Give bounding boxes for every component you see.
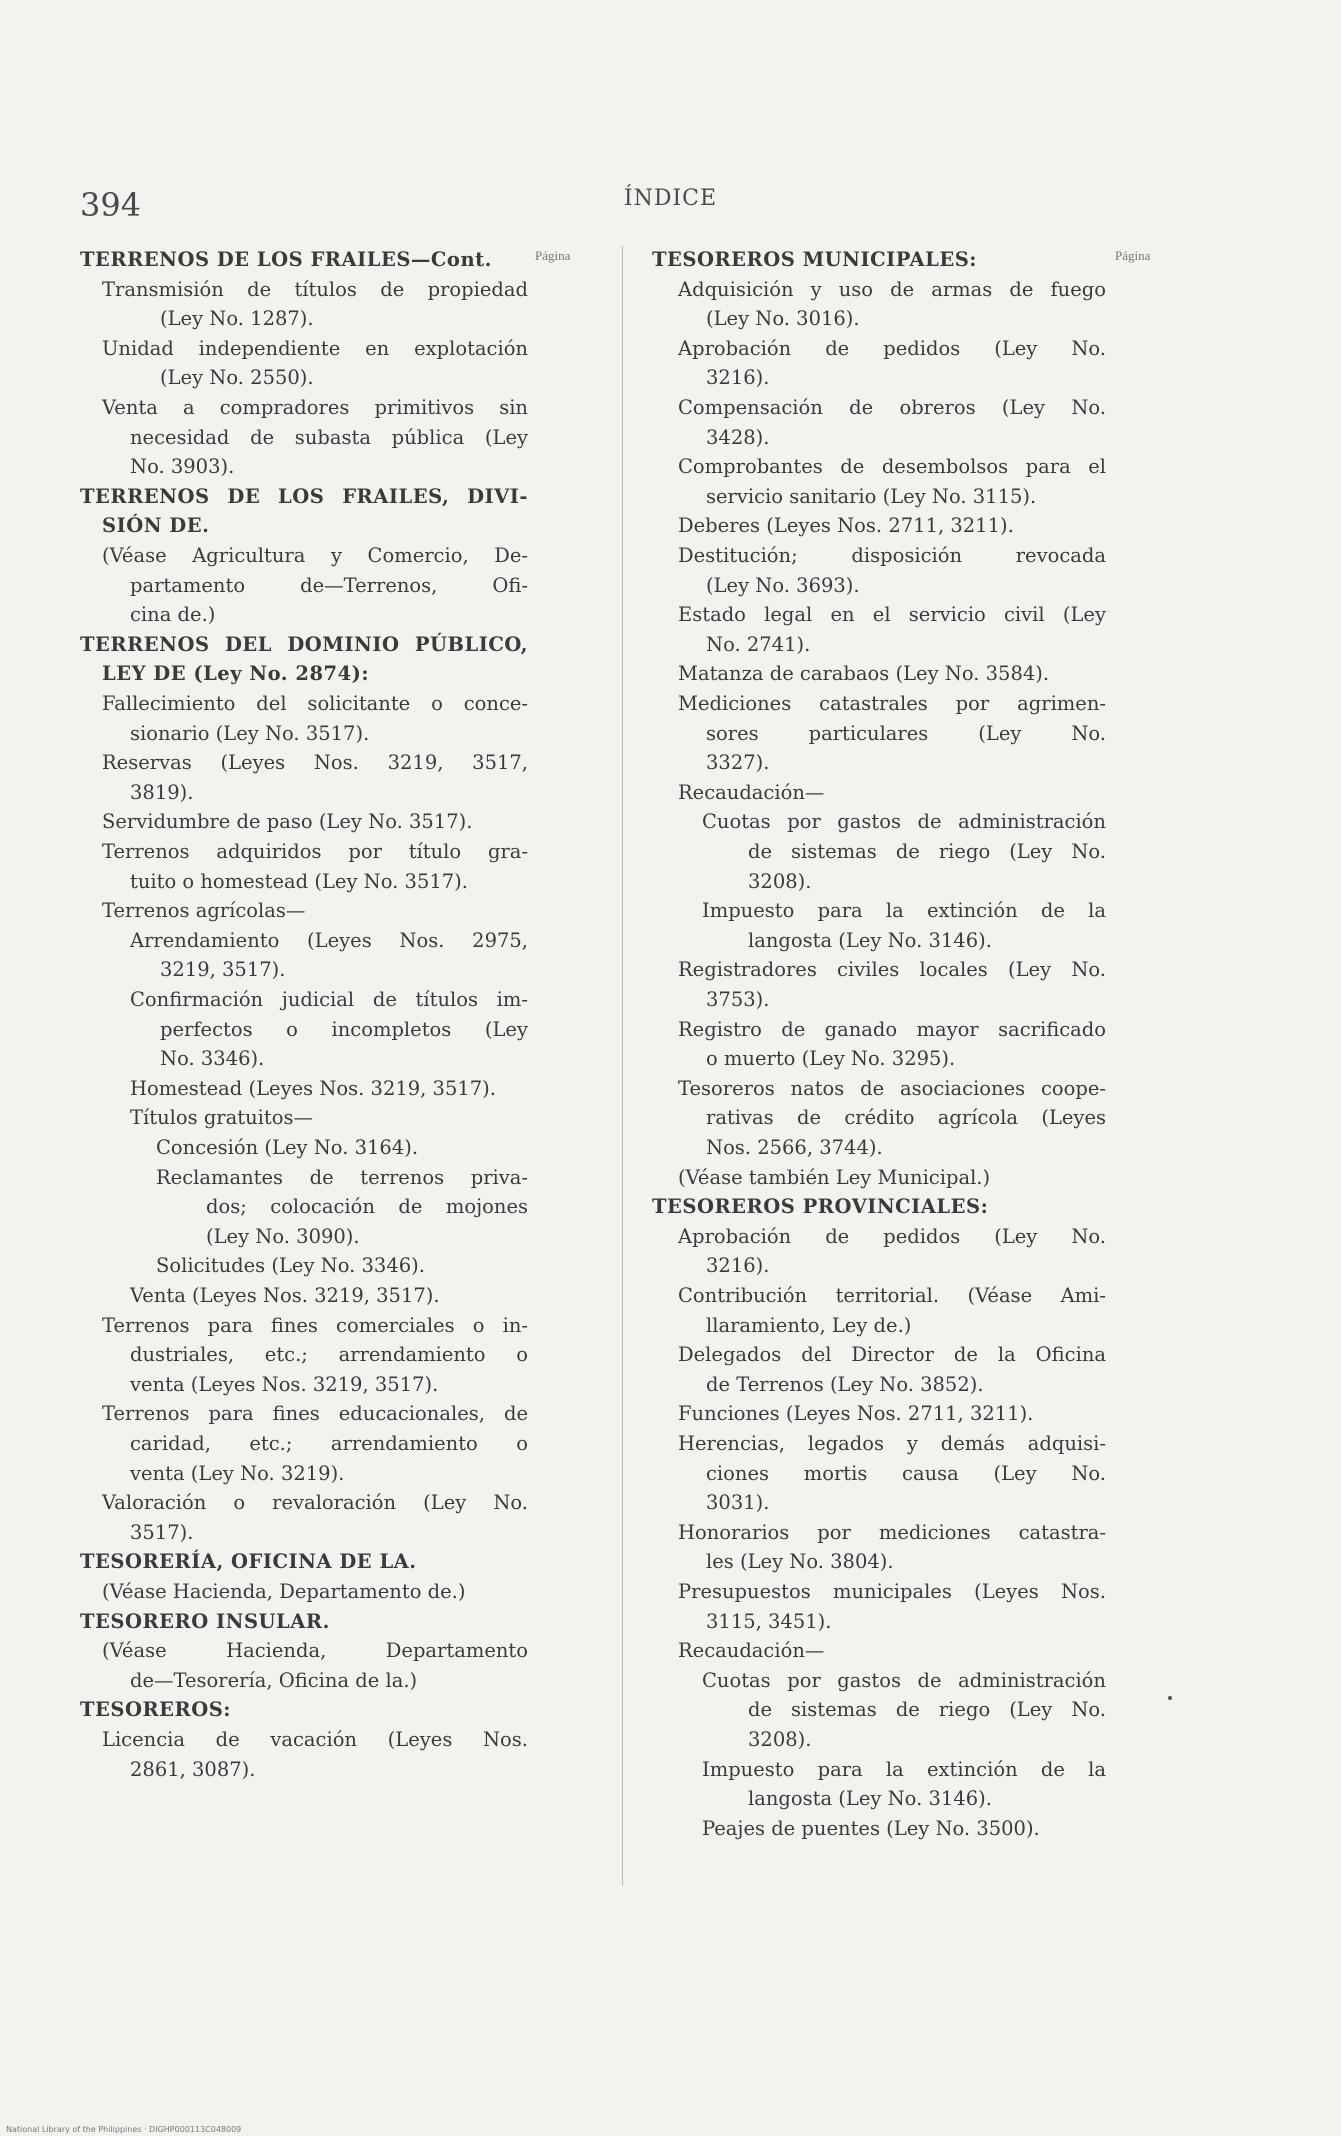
index-entry-line: Funciones (Leyes Nos. 2711, 3211). — [678, 1402, 1034, 1426]
index-entry-line: sionario (Ley No. 3517). — [130, 721, 370, 745]
index-entry-line: Cuotas por gastos de administración — [702, 1668, 1106, 1692]
index-entry-line: 3031). — [706, 1491, 770, 1515]
index-entry-line: rativas de crédito agrícola (Leyes — [706, 1106, 1106, 1130]
index-entry-line: 3428). — [706, 425, 770, 449]
index-entry-line: cina de.) — [130, 603, 216, 627]
index-entry-line: Terrenos para fines educacionales, de — [102, 1402, 528, 1426]
page-number: 394 — [80, 186, 142, 224]
index-entry-line: Adquisición y uso de armas de fuego — [678, 277, 1106, 301]
index-entry-line: Impuesto para la extinción de la — [702, 899, 1106, 923]
index-entry-line: (Ley No. 2550). — [160, 366, 314, 390]
index-entry-line: venta (Ley No. 3219). — [130, 1461, 345, 1485]
index-entry-line: caridad, etc.; arrendamiento o — [130, 1432, 528, 1455]
index-entry-line: Contribución territorial. (Véase Ami- — [678, 1284, 1106, 1307]
index-entry-line: sores particulares (Ley No. — [706, 721, 1106, 745]
index-entry-line: Honorarios por mediciones catastra- — [678, 1520, 1106, 1544]
index-entry-line: (Véase Hacienda, Departamento — [102, 1639, 528, 1663]
index-entry-line: 3517). — [130, 1520, 194, 1544]
index-entry-line: partamento de—Terrenos, Ofi- — [130, 573, 528, 597]
index-entry-line: dos; colocación de mojones — [206, 1195, 528, 1219]
index-entry-line: Comprobantes de desembolsos para el — [678, 455, 1106, 479]
index-entry-line: 3327). — [706, 751, 770, 775]
index-entry-line: Compensación de obreros (Ley No. — [678, 396, 1106, 419]
index-entry-line: Aprobación de pedidos (Ley No. — [678, 1224, 1106, 1248]
index-entry-line: de—Tesorería, Oficina de la.) — [130, 1668, 418, 1692]
index-entry-line: Registradores civiles locales (Ley No. — [678, 958, 1106, 982]
index-heading: SIÓN DE. — [102, 514, 210, 538]
index-heading: LEY DE (Ley No. 2874): — [102, 662, 370, 686]
index-entry-line: Valoración o revaloración (Ley No. — [102, 1491, 528, 1515]
index-entry-line: 3219, 3517). — [160, 958, 286, 982]
index-entry-line: Licencia de vacación (Leyes Nos. — [102, 1728, 528, 1751]
index-entry-line: (Véase Agricultura y Comercio, De- — [102, 544, 528, 567]
index-entry-line: langosta (Ley No. 3146). — [748, 1787, 992, 1811]
index-entry-line: tuito o homestead (Ley No. 3517). — [130, 869, 468, 893]
index-heading: TERRENOS DE LOS FRAILES, DIVI- — [80, 484, 528, 508]
index-entry-line: les (Ley No. 3804). — [706, 1550, 894, 1574]
index-entry-line: Peajes de puentes (Ley No. 3500). — [702, 1816, 1040, 1840]
index-entry-line: Terrenos para fines comerciales o in- — [102, 1313, 528, 1337]
index-entry-line: 3216). — [706, 366, 770, 390]
index-entry-line: No. 3346). — [160, 1047, 265, 1071]
index-entry-line: Mediciones catastrales por agrimen- — [678, 692, 1106, 715]
index-entry-line: Venta a compradores primitivos sin — [102, 396, 528, 419]
index-entry-line: Títulos gratuitos— — [130, 1106, 313, 1130]
index-entry-line: No. 2741). — [706, 632, 811, 656]
index-heading: TESORERO INSULAR. — [80, 1609, 330, 1633]
scan-speck — [1168, 1696, 1172, 1700]
index-entry-line: Nos. 2566, 3744). — [706, 1136, 883, 1159]
index-entry-line: Arrendamiento (Leyes Nos. 2975, — [130, 928, 528, 952]
index-entry-line: 3819). — [130, 780, 194, 804]
index-entry-line: Terrenos adquiridos por título gra- — [102, 840, 528, 863]
index-entry-line: Unidad independiente en explotación — [102, 336, 528, 360]
index-entry-line: ciones mortis causa (Ley No. — [706, 1461, 1106, 1485]
index-entry-line: Recaudación— — [678, 1639, 825, 1663]
index-entry-line: Servidumbre de paso (Ley No. 3517). — [102, 810, 473, 834]
index-entry-line: de sistemas de riego (Ley No. — [748, 1698, 1106, 1722]
index-entry-line: Estado legal en el servicio civil (Ley — [678, 603, 1106, 627]
index-entry-line: 3208). — [748, 1728, 812, 1751]
index-entry-line: servicio sanitario (Ley No. 3115). — [706, 484, 1037, 508]
index-entry-line: 2861, 3087). — [130, 1757, 256, 1781]
index-entry-line: Transmisión de títulos de propiedad — [102, 277, 528, 301]
index-entry-line: Fallecimiento del solicitante o conce- — [102, 692, 528, 715]
index-entry-line: Destitución; disposición revocada — [678, 544, 1106, 567]
index-entry-line: venta (Leyes Nos. 3219, 3517). — [130, 1372, 439, 1396]
running-head: ÍNDICE — [623, 186, 718, 211]
index-entry-line: 3208). — [748, 869, 812, 893]
index-entry-line: 3115, 3451). — [706, 1609, 832, 1633]
pagina-label-right: Página — [1115, 248, 1151, 263]
index-heading: TERRENOS DEL DOMINIO PÚBLICO, — [80, 632, 528, 656]
index-heading: TESOREROS MUNICIPALES: — [652, 248, 977, 271]
index-entry-line: llaramiento, Ley de.) — [706, 1313, 912, 1337]
index-entry-line: No. 3903). — [130, 455, 235, 479]
index-heading: TESOREROS PROVINCIALES: — [652, 1195, 989, 1219]
index-entry-line: Deberes (Leyes Nos. 2711, 3211). — [678, 514, 1014, 538]
index-entry-line: Registro de ganado mayor sacrificado — [678, 1017, 1106, 1041]
index-entry-line: Delegados del Director de la Oficina — [678, 1343, 1106, 1367]
index-entry-line: dustriales, etc.; arrendamiento o — [130, 1343, 528, 1367]
index-entry-line: Tesoreros natos de asociaciones coope- — [678, 1076, 1106, 1100]
index-entry-line: Solicitudes (Ley No. 3346). — [156, 1254, 425, 1278]
index-entry-line: (Véase también Ley Municipal.) — [678, 1165, 991, 1189]
index-entry-line: Concesión (Ley No. 3164). — [156, 1136, 419, 1159]
index-entry-line: Impuesto para la extinción de la — [702, 1757, 1106, 1781]
index-entry-line: Herencias, legados y demás adquisi- — [678, 1432, 1106, 1455]
index-entry-line: Cuotas por gastos de administración — [702, 810, 1106, 834]
index-entry-line: Aprobación de pedidos (Ley No. — [678, 336, 1106, 360]
index-entry-line: (Ley No. 3693). — [706, 573, 860, 597]
index-entry-line: o muerto (Ley No. 3295). — [706, 1047, 956, 1071]
index-entry-line: de Terrenos (Ley No. 3852). — [706, 1372, 984, 1396]
index-entry-line: Presupuestos municipales (Leyes Nos. — [678, 1580, 1106, 1603]
index-entry-line: (Véase Hacienda, Departamento de.) — [102, 1580, 466, 1603]
pagina-label-left: Página — [535, 248, 571, 263]
index-entry-line: Terrenos agrícolas— — [102, 899, 306, 923]
index-entry-line: Reclamantes de terrenos priva- — [156, 1165, 528, 1189]
index-entry-line: (Ley No. 1287). — [160, 307, 314, 331]
index-heading: TERRENOS DE LOS FRAILES—Cont. — [80, 248, 492, 271]
index-entry-line: (Ley No. 3016). — [706, 307, 860, 331]
column-divider — [622, 246, 623, 1886]
index-entry-line: Matanza de carabaos (Ley No. 3584). — [678, 662, 1050, 686]
index-entry-line: Confirmación judicial de títulos im- — [130, 988, 528, 1011]
index-entry-line: perfectos o incompletos (Ley — [160, 1017, 528, 1041]
footer-note: National Library of the Philippines · DIGHP000113C048009 — [6, 2125, 242, 2134]
index-heading: TESOREROS: — [80, 1698, 231, 1722]
index-entry-line: Homestead (Leyes Nos. 3219, 3517). — [130, 1076, 496, 1100]
index-entry-line: Recaudación— — [678, 780, 825, 804]
index-entry-line: de sistemas de riego (Ley No. — [748, 840, 1106, 863]
index-entry-line: (Ley No. 3090). — [206, 1224, 360, 1248]
index-entry-line: necesidad de subasta pública (Ley — [130, 425, 528, 449]
index-heading: TESORERÍA, OFICINA DE LA. — [80, 1550, 417, 1574]
index-entry-line: langosta (Ley No. 3146). — [748, 928, 992, 952]
index-entry-line: Reservas (Leyes Nos. 3219, 3517, — [102, 751, 528, 775]
index-entry-line: 3753). — [706, 988, 770, 1011]
index-entry-line: Venta (Leyes Nos. 3219, 3517). — [130, 1284, 440, 1307]
index-entry-line: 3216). — [706, 1254, 770, 1278]
